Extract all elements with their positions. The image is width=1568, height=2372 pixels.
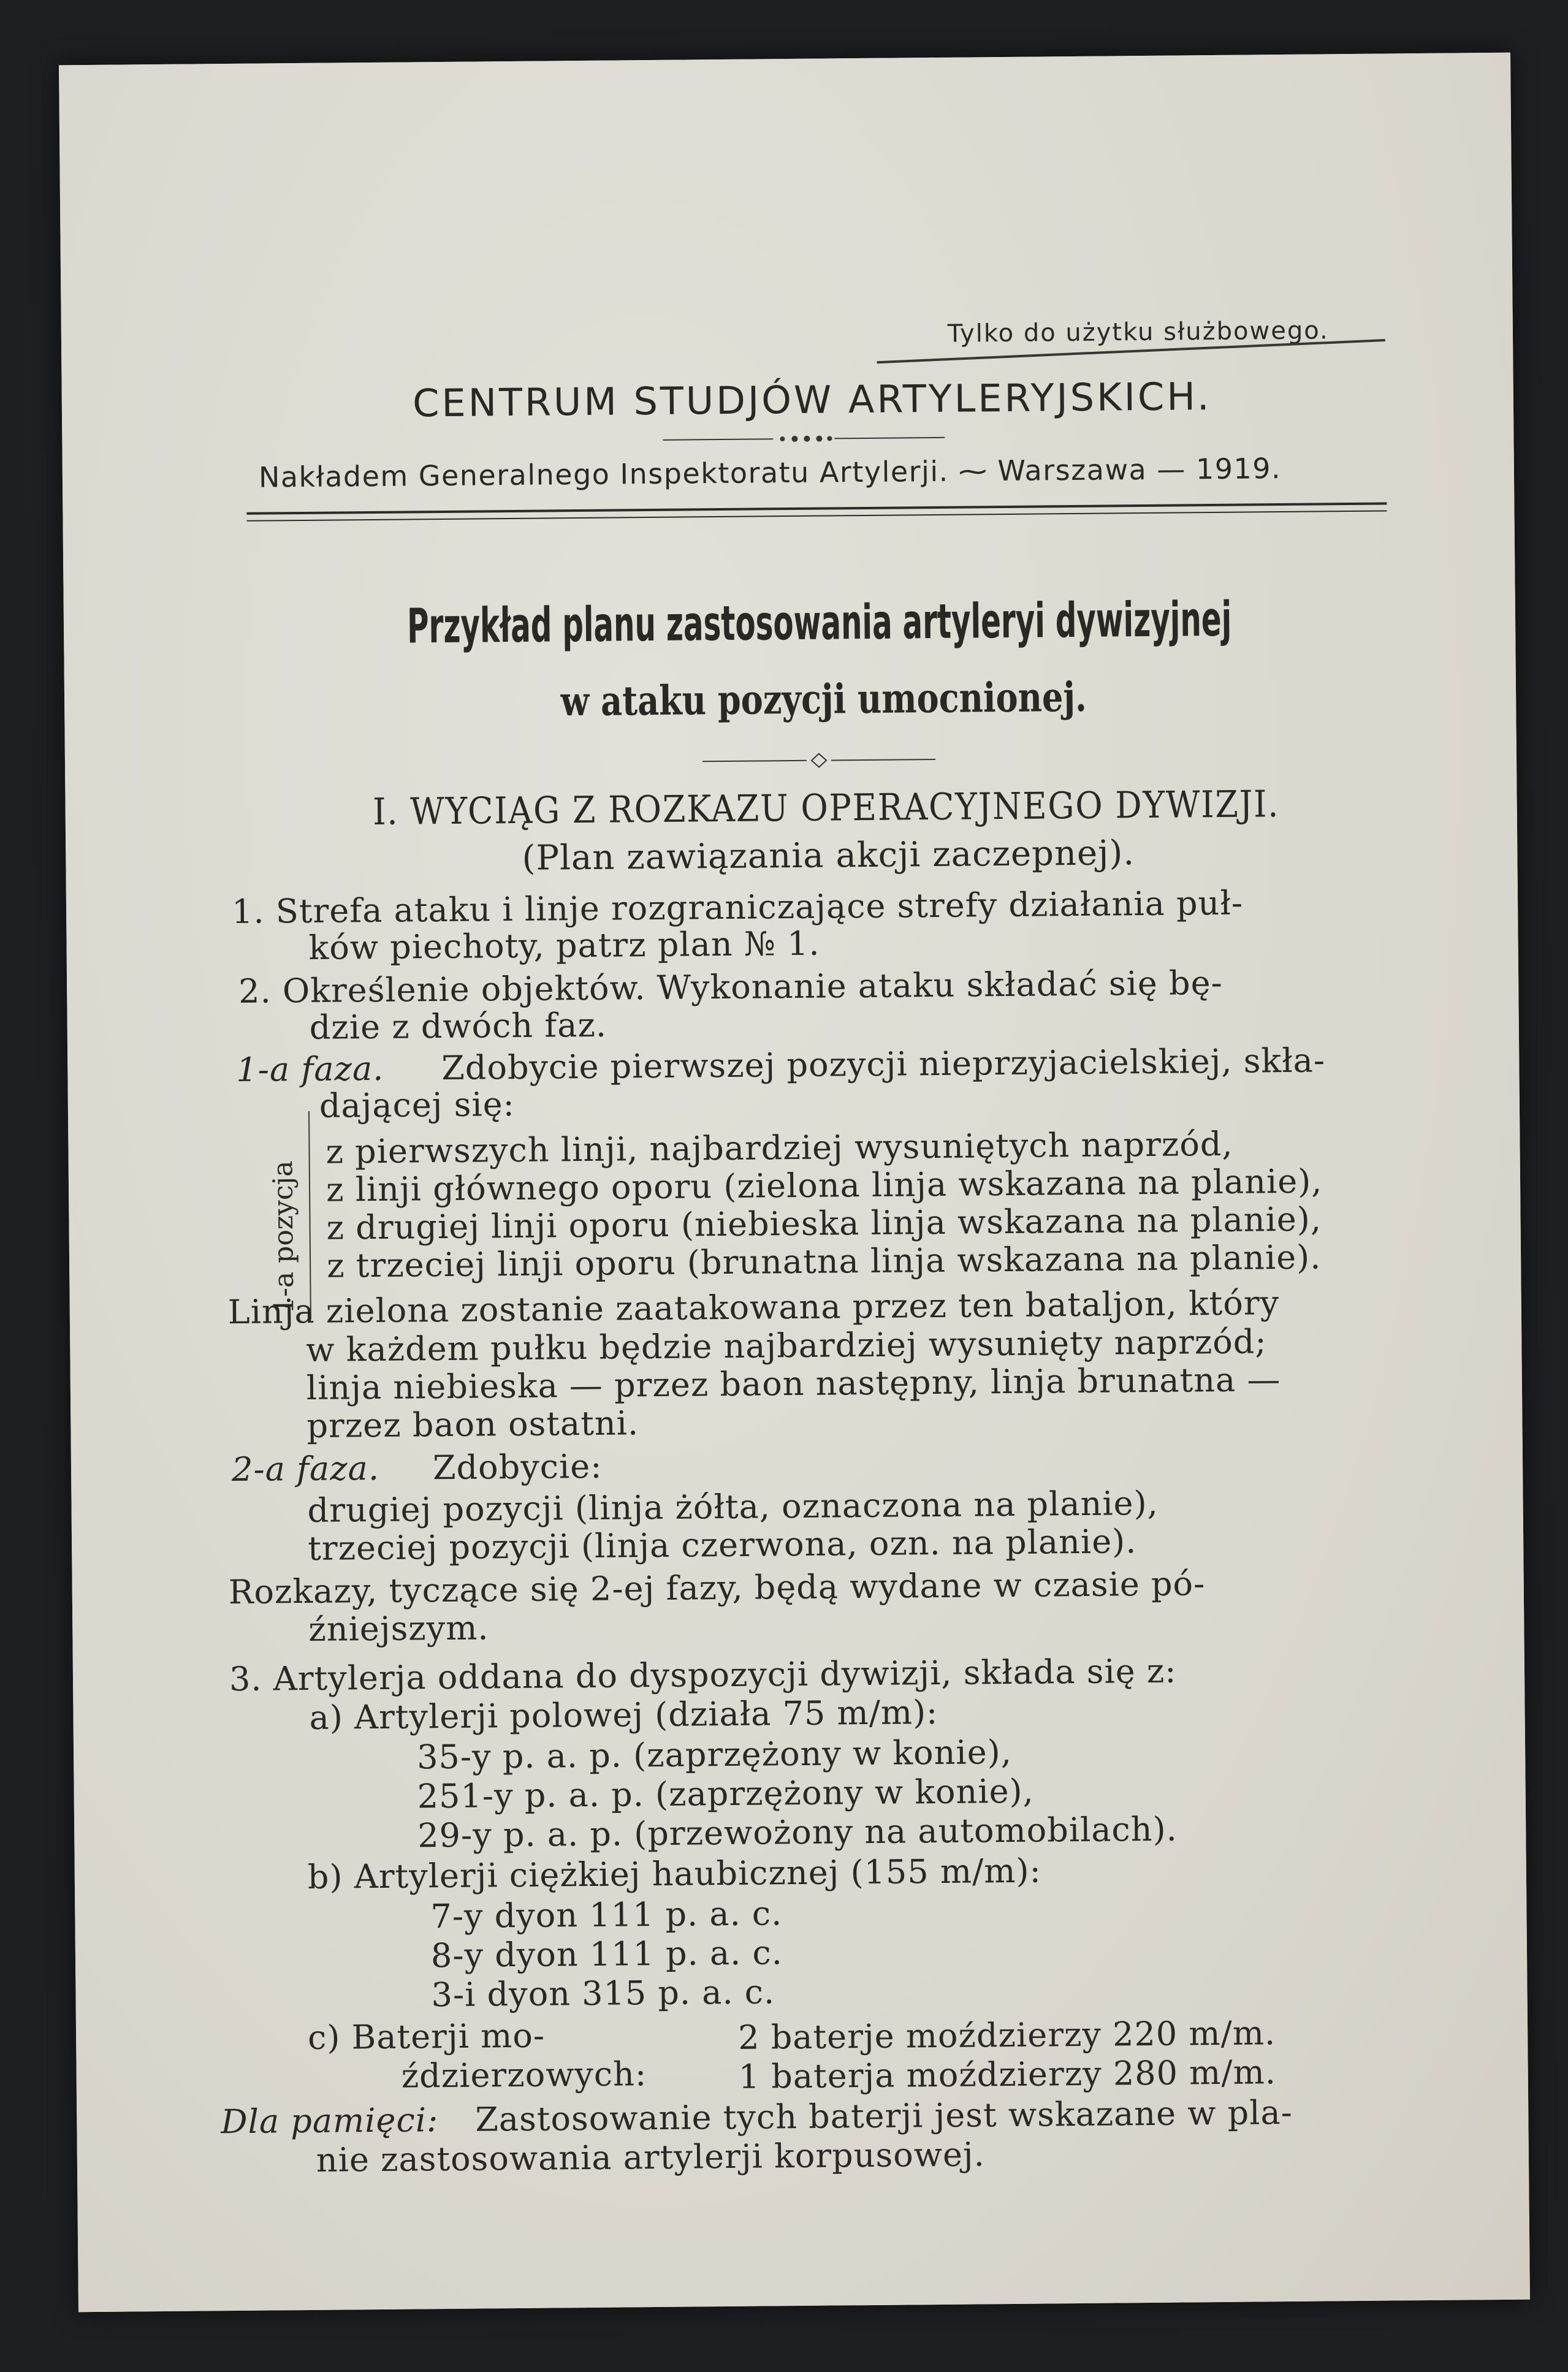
diamond-divider (702, 750, 935, 770)
text-line: z linji głównego oporu (zielona linja wskazana na planie), (325, 1161, 1323, 1209)
text-line: przez baon ostatni. (306, 1404, 639, 1445)
section-heading: I. WYCIĄG Z ROZKAZU OPERACYJNEGO DYWIZJI. (372, 783, 1280, 834)
text-line: b) Artylerji ciężkiej haubicznej (155 m/m): (307, 1851, 1042, 1896)
text-line: 1. Strefa ataku i linje rozgraniczające strefy działania puł- (231, 883, 1244, 931)
memo-label: Dla pamięci: (221, 2100, 439, 2142)
ornament-divider (663, 431, 945, 446)
text-line: w każdem pułku będzie najbardziej wysunięty naprzód; (306, 1322, 1267, 1369)
text-line: linja niebieska — przez baon następny, linja brunatna — (306, 1360, 1281, 1407)
institution-name: CENTRUM STUDJÓW ARTYLERYJSKICH. (412, 374, 1212, 426)
text-line: 1 baterja moździerzy 280 m/m. (738, 2053, 1277, 2096)
text-line: 3. Artylerja oddana do dyspozycji dywizji, składa się z: (229, 1651, 1177, 1699)
text-line: nie zastosowania artylerji korpusowej. (316, 2135, 986, 2180)
text-line: drugiej pozycji (linja żółta, oznaczona na planie), (307, 1483, 1159, 1530)
text-line: 251-y p. a. p. (zaprzężony w konie), (417, 1771, 1035, 1816)
phase-label: 1-a faza. (236, 1049, 384, 1089)
text-line: 7-y dyon 111 p. a. c. (430, 1894, 783, 1936)
text-line: z trzeciej linji oporu (brunatna linja wskazana na planie). (326, 1237, 1322, 1285)
text-line: 35-y p. a. p. (zaprzężony w konie), (416, 1732, 1013, 1777)
document-subtitle: w ataku pozycji umocnionej. (560, 672, 1087, 726)
text-line: dającej się: (319, 1084, 516, 1125)
text-line: z pierwszych linji, najbardziej wysuniętych naprzód, (325, 1124, 1233, 1171)
margin-note-text: 1-a pozycja (267, 1160, 300, 1315)
section-subheading: (Plan zawiązania akcji zaczepnej). (522, 833, 1135, 878)
text-line: c) Baterji mo- (307, 2016, 546, 2057)
text-line: 3-i dyon 315 p. a. c. (431, 1972, 775, 2015)
text-line: Zdobycie pierwszej pozycji nieprzyjacielskiej, skła- (441, 1041, 1326, 1088)
document-title: Przykład planu zastosowania artyleryi dywizyjnej (406, 591, 1232, 655)
text-line: Zastosowanie tych baterji jest wskazane w pla- (475, 2093, 1293, 2139)
text-line: 2. Określenie objektów. Wykonanie ataku składać się bę- (238, 963, 1224, 1011)
text-line: ków piechoty, patrz plan № 1. (308, 924, 820, 967)
text-line: dzie z dwóch faz. (309, 1005, 607, 1047)
text-line: Linja zielona zostanie zaatakowana przez ten bataljon, który (227, 1283, 1280, 1332)
phase-label: 2-a faza. (231, 1448, 380, 1489)
text-line: Zdobycie: (432, 1446, 603, 1488)
text-line: 29-y p. a. p. (przewożony na automobilach). (417, 1809, 1178, 1855)
text-line: ździerzowych: (401, 2055, 647, 2096)
document-page (59, 53, 1530, 2313)
text-line: 2 baterje moździerzy 220 m/m. (737, 2013, 1276, 2057)
text-line: Rozkazy, tyczące się 2-ej fazy, będą wydane w czasie pó- (228, 1564, 1206, 1612)
margin-bracket (308, 1111, 311, 1320)
text-line: trzeciej pozycji (linja czerwona, ozn. na planie). (307, 1522, 1137, 1568)
text-line: z drugiej linji oporu (niebieska linja wskazana na planie), (326, 1199, 1322, 1247)
service-notice: Tylko do użytku służbowego. (947, 316, 1329, 348)
text-line: a) Artylerji polowej (działa 75 m/m): (309, 1692, 938, 1737)
publisher-line: Nakładem Generalnego Inspektoratu Artylerji. ⁓ Warszawa — 1919. (258, 452, 1282, 494)
text-line: 8-y dyon 111 p. a. c. (430, 1933, 783, 1975)
text-line: źniejszym. (308, 1608, 489, 1649)
